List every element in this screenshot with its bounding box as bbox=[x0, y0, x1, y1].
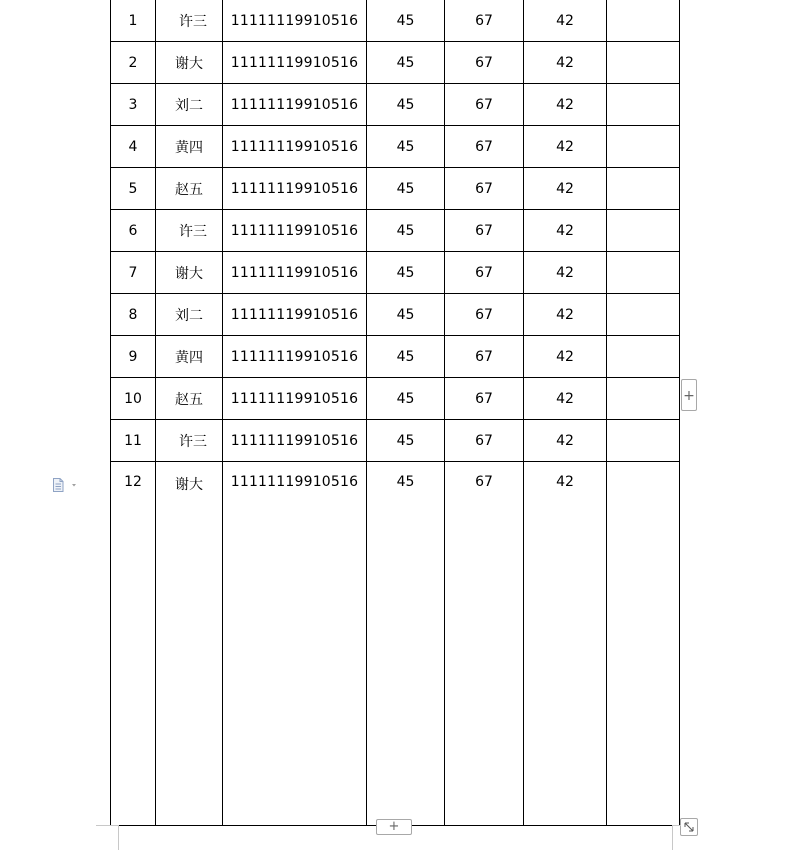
cell-id[interactable] bbox=[223, 42, 367, 84]
cell-number[interactable] bbox=[111, 126, 156, 168]
cell-name[interactable] bbox=[156, 210, 223, 252]
cell-extra[interactable] bbox=[607, 84, 680, 126]
table-resize-handle[interactable] bbox=[680, 818, 698, 836]
resize-icon bbox=[681, 819, 697, 835]
cell-id-text: 11111119910516 bbox=[230, 180, 359, 197]
cell-score-3-text: 42 bbox=[556, 12, 574, 29]
cell-score-1-text: 45 bbox=[396, 96, 415, 113]
cell-score-1-text: 45 bbox=[396, 12, 415, 29]
cell-number-text: 10 bbox=[124, 390, 142, 407]
margin-corner-mark-left bbox=[96, 825, 119, 850]
cell-name-text: 黄四 bbox=[175, 139, 203, 156]
cell-id[interactable] bbox=[223, 420, 367, 462]
cell-score-1[interactable] bbox=[367, 420, 445, 462]
cell-id-text: 11111119910516 bbox=[230, 12, 359, 29]
cell-number[interactable] bbox=[111, 0, 156, 42]
cell-number[interactable] bbox=[111, 168, 156, 210]
cell-extra[interactable] bbox=[607, 420, 680, 462]
cell-score-1[interactable] bbox=[367, 252, 445, 294]
cell-name[interactable] bbox=[156, 378, 223, 420]
cell-score-3[interactable] bbox=[524, 336, 607, 378]
cell-score-1-text: 45 bbox=[396, 390, 415, 407]
cell-score-1[interactable] bbox=[367, 0, 445, 42]
cell-score-2[interactable] bbox=[445, 462, 524, 826]
cell-number[interactable] bbox=[111, 336, 156, 378]
add-row-icon: + bbox=[683, 388, 695, 404]
table-row[interactable] bbox=[111, 252, 680, 294]
cell-score-2[interactable] bbox=[445, 42, 524, 84]
cell-score-3-text: 42 bbox=[556, 306, 574, 323]
cell-score-3-text: 42 bbox=[556, 264, 574, 281]
cell-number-text: 6 bbox=[128, 222, 138, 239]
cell-score-1-text: 45 bbox=[396, 306, 415, 323]
cell-name-text: 谢大 bbox=[175, 477, 203, 493]
add-bottom-icon: + bbox=[388, 819, 400, 834]
cell-id-text: 11111119910516 bbox=[230, 138, 359, 155]
cell-score-2-text: 67 bbox=[475, 264, 493, 281]
cell-score-3[interactable] bbox=[524, 126, 607, 168]
cell-name-text: 谢大 bbox=[175, 265, 203, 282]
cell-number-text: 5 bbox=[128, 180, 138, 197]
cell-name-text: 刘二 bbox=[175, 307, 203, 324]
cell-score-2[interactable] bbox=[445, 168, 524, 210]
add-row-button[interactable] bbox=[681, 379, 697, 411]
cell-number-text: 11 bbox=[124, 432, 142, 449]
cell-score-2[interactable] bbox=[445, 0, 524, 42]
cell-id[interactable] bbox=[223, 462, 367, 826]
cell-name[interactable] bbox=[156, 336, 223, 378]
cell-score-2-text: 67 bbox=[475, 432, 493, 449]
cell-score-3[interactable] bbox=[524, 378, 607, 420]
cell-number[interactable] bbox=[111, 294, 156, 336]
cell-score-2-text: 67 bbox=[475, 54, 493, 71]
cell-score-2[interactable] bbox=[445, 252, 524, 294]
paste-options-glyph bbox=[52, 477, 80, 493]
cell-number[interactable] bbox=[111, 84, 156, 126]
cell-score-3-text: 42 bbox=[556, 348, 574, 365]
cell-name[interactable] bbox=[156, 42, 223, 84]
cell-name[interactable] bbox=[156, 168, 223, 210]
cell-score-1-text: 45 bbox=[396, 138, 415, 155]
cell-id[interactable] bbox=[223, 210, 367, 252]
cell-score-1[interactable] bbox=[367, 126, 445, 168]
cell-score-1[interactable] bbox=[367, 462, 445, 826]
cell-name-text: 赵五 bbox=[175, 181, 203, 198]
cell-score-3[interactable] bbox=[524, 84, 607, 126]
cell-id[interactable] bbox=[223, 0, 367, 42]
cell-score-3-text: 42 bbox=[556, 96, 574, 113]
cell-score-1[interactable] bbox=[367, 378, 445, 420]
cell-name-text: 谢大 bbox=[175, 55, 203, 72]
cell-score-2[interactable] bbox=[445, 294, 524, 336]
cell-score-1[interactable] bbox=[367, 336, 445, 378]
cell-number-text: 9 bbox=[128, 348, 138, 365]
table-row[interactable] bbox=[111, 42, 680, 84]
cell-score-2-text: 67 bbox=[475, 474, 493, 490]
cell-id[interactable] bbox=[223, 252, 367, 294]
cell-score-3-text: 42 bbox=[556, 390, 574, 407]
cell-number[interactable] bbox=[111, 462, 156, 826]
cell-id-text: 11111119910516 bbox=[230, 390, 359, 407]
cell-score-1-text: 45 bbox=[396, 222, 415, 239]
cell-extra[interactable] bbox=[607, 294, 680, 336]
cell-id[interactable] bbox=[223, 84, 367, 126]
cell-extra[interactable] bbox=[607, 0, 680, 42]
cell-extra[interactable] bbox=[607, 42, 680, 84]
cell-score-3[interactable] bbox=[524, 462, 607, 826]
table-row[interactable] bbox=[111, 210, 680, 252]
table-row[interactable] bbox=[111, 0, 680, 42]
cell-extra[interactable] bbox=[607, 336, 680, 378]
table-row[interactable] bbox=[111, 168, 680, 210]
cell-number-text: 3 bbox=[128, 96, 138, 113]
cell-score-1-text: 45 bbox=[396, 264, 415, 281]
table-row[interactable] bbox=[111, 420, 680, 462]
cell-extra[interactable] bbox=[607, 378, 680, 420]
cell-score-3[interactable] bbox=[524, 210, 607, 252]
cell-score-3[interactable] bbox=[524, 168, 607, 210]
table-row[interactable] bbox=[111, 126, 680, 168]
table-row[interactable] bbox=[111, 84, 680, 126]
cell-name[interactable] bbox=[156, 252, 223, 294]
cell-number-text: 2 bbox=[128, 54, 138, 71]
cell-score-1[interactable] bbox=[367, 84, 445, 126]
cell-score-2-text: 67 bbox=[475, 12, 493, 29]
table-row[interactable] bbox=[111, 336, 680, 378]
cell-score-2-text: 67 bbox=[475, 348, 493, 365]
cell-score-3-text: 42 bbox=[556, 222, 574, 239]
cell-id[interactable] bbox=[223, 126, 367, 168]
cell-name[interactable] bbox=[156, 462, 223, 826]
cell-number-text: 8 bbox=[128, 306, 138, 323]
cell-name-text: 许三 bbox=[179, 223, 207, 240]
cell-id-text: 11111119910516 bbox=[230, 474, 359, 490]
add-bottom-row-button[interactable] bbox=[376, 819, 412, 835]
cell-id-text: 11111119910516 bbox=[230, 306, 359, 323]
cell-score-2[interactable] bbox=[445, 420, 524, 462]
cell-name[interactable] bbox=[156, 84, 223, 126]
cell-score-1[interactable] bbox=[367, 42, 445, 84]
cell-score-3-text: 42 bbox=[556, 432, 574, 449]
paste-options-icon[interactable] bbox=[52, 477, 80, 493]
cell-name[interactable] bbox=[156, 294, 223, 336]
cell-name-text: 黄四 bbox=[175, 349, 203, 366]
cell-extra[interactable] bbox=[607, 168, 680, 210]
cell-score-2-text: 67 bbox=[475, 138, 493, 155]
cell-id-text: 11111119910516 bbox=[230, 264, 359, 281]
cell-score-2[interactable] bbox=[445, 126, 524, 168]
cell-score-3-text: 42 bbox=[556, 474, 574, 490]
cell-name-text: 许三 bbox=[179, 433, 207, 450]
cell-number-text: 1 bbox=[128, 12, 138, 29]
cell-id[interactable] bbox=[223, 294, 367, 336]
cell-number[interactable] bbox=[111, 378, 156, 420]
cell-score-2-text: 67 bbox=[475, 306, 493, 323]
cell-score-2-text: 67 bbox=[475, 390, 493, 407]
table-row[interactable] bbox=[111, 462, 680, 826]
cell-name-text: 赵五 bbox=[175, 391, 203, 408]
cell-number-text: 7 bbox=[128, 264, 138, 281]
cell-number[interactable] bbox=[111, 210, 156, 252]
cell-number[interactable] bbox=[111, 420, 156, 462]
cell-extra[interactable] bbox=[607, 252, 680, 294]
cell-id-text: 11111119910516 bbox=[230, 432, 359, 449]
cell-name[interactable] bbox=[156, 0, 223, 42]
cell-score-3-text: 42 bbox=[556, 180, 574, 197]
cell-number[interactable] bbox=[111, 42, 156, 84]
cell-score-2[interactable] bbox=[445, 378, 524, 420]
cell-score-1-text: 45 bbox=[396, 474, 415, 490]
cell-score-1-text: 45 bbox=[396, 432, 415, 449]
cell-id[interactable] bbox=[223, 336, 367, 378]
cell-score-3-text: 42 bbox=[556, 138, 574, 155]
cell-score-2[interactable] bbox=[445, 336, 524, 378]
cell-score-1[interactable] bbox=[367, 168, 445, 210]
cell-name[interactable] bbox=[156, 126, 223, 168]
table-row[interactable] bbox=[111, 378, 680, 420]
cell-score-3-text: 42 bbox=[556, 54, 574, 71]
cell-name-text: 许三 bbox=[179, 13, 207, 30]
cell-id-text: 11111119910516 bbox=[230, 96, 359, 113]
cell-score-2-text: 67 bbox=[475, 180, 493, 197]
cell-number-text: 4 bbox=[128, 138, 138, 155]
cell-score-3[interactable] bbox=[524, 420, 607, 462]
cell-id-text: 11111119910516 bbox=[230, 54, 359, 71]
cell-score-1[interactable] bbox=[367, 210, 445, 252]
cell-extra[interactable] bbox=[607, 462, 680, 826]
cell-score-2-text: 67 bbox=[475, 222, 493, 239]
cell-score-3[interactable] bbox=[524, 294, 607, 336]
cell-id-text: 11111119910516 bbox=[230, 348, 359, 365]
cell-extra[interactable] bbox=[607, 126, 680, 168]
cell-score-1-text: 45 bbox=[396, 180, 415, 197]
cell-score-1-text: 45 bbox=[396, 54, 415, 71]
data-table[interactable] bbox=[110, 0, 680, 826]
cell-name[interactable] bbox=[156, 420, 223, 462]
cell-score-1[interactable] bbox=[367, 294, 445, 336]
cell-id[interactable] bbox=[223, 168, 367, 210]
cell-id-text: 11111119910516 bbox=[230, 222, 359, 239]
cell-name-text: 刘二 bbox=[175, 97, 203, 114]
cell-id[interactable] bbox=[223, 378, 367, 420]
cell-score-3[interactable] bbox=[524, 252, 607, 294]
cell-score-1-text: 45 bbox=[396, 348, 415, 365]
cell-extra[interactable] bbox=[607, 210, 680, 252]
cell-number[interactable] bbox=[111, 252, 156, 294]
table-row[interactable] bbox=[111, 294, 680, 336]
cell-score-3[interactable] bbox=[524, 0, 607, 42]
cell-score-2[interactable] bbox=[445, 84, 524, 126]
cell-score-3[interactable] bbox=[524, 42, 607, 84]
cell-number-text: 12 bbox=[124, 474, 142, 490]
cell-score-2-text: 67 bbox=[475, 96, 493, 113]
cell-score-2[interactable] bbox=[445, 210, 524, 252]
margin-corner-mark-right bbox=[672, 825, 681, 850]
